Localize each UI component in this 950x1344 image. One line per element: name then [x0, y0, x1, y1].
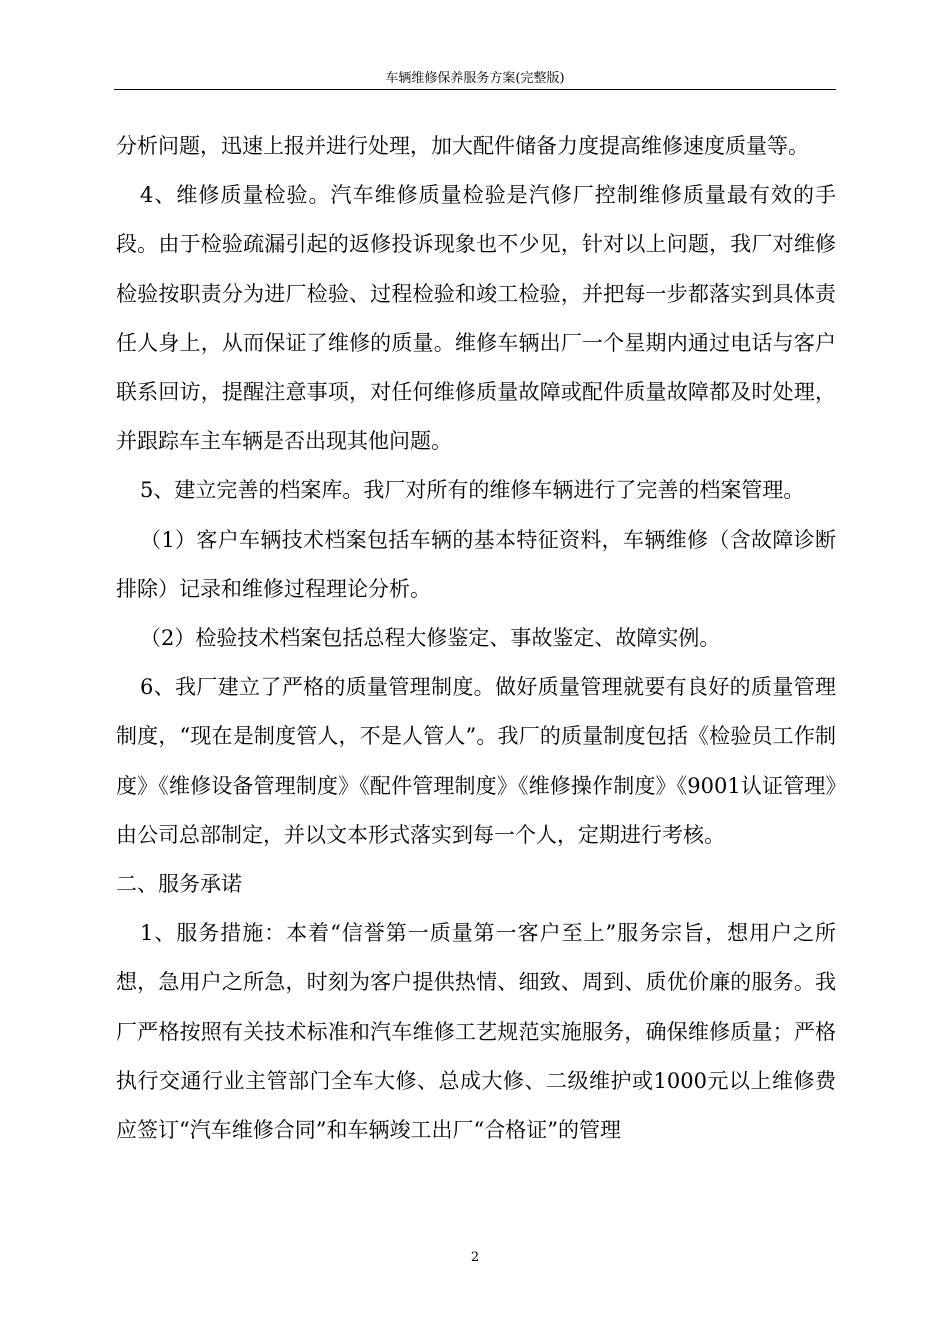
paragraph-quality-inspection: 4、维修质量检验。汽车维修质量检验是汽修厂控制维修质量最有效的手段。由于检验疏漏引起的返修投诉现象也不少见，针对以上问题，我厂对维修检验按职责分为进厂检验、过程检验和竣工检验，并把每一步都落实到具体责任人身上，从而保证了维修的质量。维修车辆出厂一个星期内通过电话与客户联系回访，提醒注意事项，对任何维修质量故障或配件质量故障都及时处理，并跟踪车主车辆是否出现其他问题。 [116, 183, 836, 454]
section-heading-service-commitment: 二、服务承诺 [116, 872, 242, 897]
paragraph-continuation: 分析问题，迅速上报并进行处理，加大配件储备力度提高维修速度质量等。 [116, 134, 809, 158]
paragraph-archive: 5、建立完善的档案库。我厂对所有的维修车辆进行了完善的档案管理。 [140, 478, 805, 503]
page-number: 2 [470, 1250, 480, 1265]
paragraph-customer-archive: （1）客户车辆技术档案包括车辆的基本特征资料，车辆维修（含故障诊断排除）记录和维修过程理论分析。 [116, 527, 836, 601]
paragraph-inspection-archive: （2）检验技术档案包括总程大修鉴定、事故鉴定、故障实例。 [140, 626, 721, 651]
header-divider [114, 89, 836, 90]
document-body [116, 122, 836, 1155]
paragraph-service-measures: 1、服务措施：本着“信誉第一质量第一客户至上”服务宗旨，想用户之所想，急用户之所急，时刻为客户提供热情、细致、周到、质优价廉的服务。我厂严格按照有关技术标准和汽车维修工艺规范实施服务，确保维修质量；严格执行交通行业主管部门全车大修、总成大修、二级维护或1000元以上维修费 应签订“汽车维修合同”和车辆竣工出厂“合格证”的管理 [116, 921, 836, 1143]
page-header-title: 车辆维修保养服务方案(完整版) [385, 71, 565, 86]
paragraph-quality-system: 6、我厂建立了严格的质量管理制度。做好质量管理就要有良好的质量管理制度，“现在是制度管人，不是人管人”。我厂的质量制度包括《检验员工作制度》《维修设备管理制度》《配件管理制度》《维修操作制度》《9001认证管理》由公司总部制定，并以文本形式落实到每一个人，定期进行考核。 [116, 675, 836, 847]
